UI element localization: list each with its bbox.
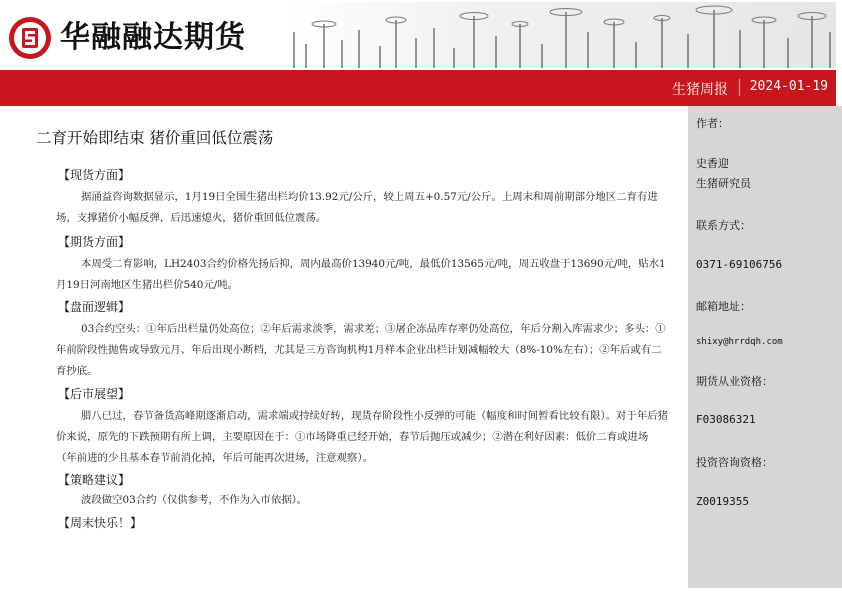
- company-logo-icon: [8, 16, 52, 60]
- author-label: 作者：: [696, 117, 729, 130]
- section-body-outlook: 腊八已过，春节备货高峰期逐渐启动，需求端或持续好转，现货存阶段性小反弹的可能（幅度和时间暂看比较有限）。对于年后猪价来说，原先的下跌预期有所上调，主要原因在于：①市场降重已经开始，春节后抛压或减少；②潜在利好因素：低价二育或进场（年前进的少且基本春节前消化掉，年后可能再次进场，注意观察）。: [56, 410, 669, 464]
- email-label: 邮箱地址：: [696, 300, 751, 313]
- contact-label: 联系方式：: [696, 219, 751, 232]
- author-title: 生猪研究员: [696, 177, 751, 190]
- advisory-label: 投资咨询资格：: [696, 456, 773, 469]
- contact-phone: 0371-69106756: [696, 258, 783, 271]
- section-body-logic: 03合约空头：①年后出栏量仍处高位；②年后需求淡季，需求差；③屠企冻品库存率仍处高位，年后分割入库需求少；多头：①年前阶段性抛售或导致元月、年后出现小断档，尤其是三方咨询机构1月样本企业出栏计划减幅较大（8%-10%左右）；②年后或有二育抄底。: [56, 323, 666, 377]
- section-body-spot: 据涌益咨询数据显示，1月19日全国生猪出栏均价13.92元/公斤，较上周五+0.57元/公斤。上周末和周前期部分地区二育有进场，支撑猪价小幅反弹，后迅速熄火，猪价重回低位震荡。: [56, 191, 658, 224]
- license-number: F03086321: [696, 413, 756, 426]
- closing-note: 【周末快乐！】: [58, 516, 143, 530]
- report-type-label: 生猪周报: [672, 82, 728, 98]
- report-header: [0, 0, 842, 70]
- section-body-strategy: 波段做空03合约（仅供参考，不作为入市依据）。: [80, 494, 308, 506]
- section-heading-strategy: 【策略建议】: [58, 473, 131, 487]
- section-heading-futures: 【期货方面】: [58, 235, 131, 249]
- advisory-number: Z0019355: [696, 495, 749, 508]
- section-heading-spot: 【现货方面】: [58, 168, 131, 182]
- title-bar-divider: [739, 79, 740, 96]
- report-date: 2024-01-19: [749, 79, 828, 94]
- title-bar: [0, 70, 836, 106]
- author-name: 史香迎: [696, 157, 729, 170]
- section-body-futures: 本周受二育影响，LH2403合约价格先扬后抑，周内最高价13940元/吨，最低价13565元/吨，周五收盘于13690元/吨，贴水1月19日河南地区生猪出栏价540元/吨。: [56, 258, 666, 291]
- section-heading-logic: 【盘面逻辑】: [58, 300, 131, 314]
- article-title: 二育开始即结束 猪价重回低位震荡: [36, 129, 274, 147]
- author-sidebar: [688, 106, 842, 588]
- section-heading-outlook: 【后市展望】: [58, 387, 131, 401]
- header-decoration-art: [284, 2, 836, 68]
- email-address[interactable]: shixy@hrrdqh.com: [696, 337, 783, 347]
- license-label: 期货从业资格：: [696, 375, 773, 388]
- company-name: 华融融达期货: [60, 20, 246, 55]
